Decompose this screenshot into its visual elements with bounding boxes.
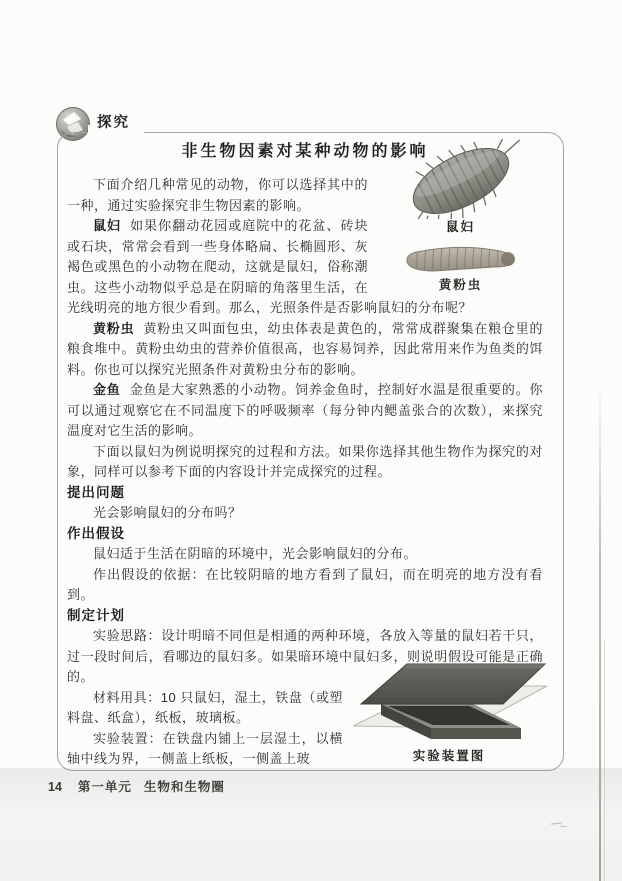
activity-panel xyxy=(57,132,564,771)
plan-materials-paragraph: 材料用具：10 只鼠妇，湿土，铁盘（或塑料盘、纸盒），纸板，玻璃板。 xyxy=(67,689,343,725)
mealworm-image xyxy=(402,241,520,277)
activity-title: 非生物因素对某种动物的影响 xyxy=(181,143,429,160)
plan-idea-paragraph: 实验思路：设计明暗不同但是相通的两种环境，各放入等量的鼠妇若干只，过一段时间后，看哪边的鼠妇多。如果暗环境中鼠妇多，则说明假设可能是正确的。 xyxy=(67,628,543,684)
step-heading-question: 提出问题 xyxy=(67,484,125,500)
page-footer xyxy=(48,777,225,795)
hypothesis-basis-paragraph: 作出假设的依据：在比较阴暗的地方看到了鼠妇，而在明亮的地方没有看到。 xyxy=(67,566,543,602)
animal-paragraph-pillbug: 鼠妇 如果你翻动花园或庭院中的花盆、砖块或石块，常常会看到一些身体略扁、长椭圆形、灰褐色或黑色的小动物在爬动，这就是鼠妇，俗称潮虫。这些小动物似乎总是在阴暗的角落里生活，在光线明亮的地方很少看到。那么，光照条件是否影响鼠妇的分布呢？ xyxy=(67,218,473,315)
transition-paragraph: 下面以鼠妇为例说明探究的过程和方法。如果你选择其他生物作为探究的对象，同样可以参考下面的内容设计并完成探究的过程。 xyxy=(67,443,543,479)
mealworm-caption: 黄粉虫 xyxy=(438,278,483,292)
apparatus-caption: 实验装置图 xyxy=(412,748,486,763)
plan-setup-paragraph: 实验装置：在铁盘内铺上一层湿土，以横轴中线为界，一侧盖上纸板，一侧盖上玻 xyxy=(67,730,343,766)
footer-book-title: 生物和生物圈 xyxy=(143,780,225,794)
explore-section-label: 探究 xyxy=(97,111,134,136)
intro-paragraph: 下面介绍几种常见的动物，你可以选择其中的一种，通过实验探究非生物因素的影响。 xyxy=(67,177,368,213)
animal-label: 黄粉虫 xyxy=(93,320,135,336)
question-paragraph: 光会影响鼠妇的分布吗？ xyxy=(93,505,242,520)
apparatus-image xyxy=(351,662,547,748)
animal-paragraph-goldfish: 金鱼 金鱼是大家熟悉的小动物。饲养金鱼时，控制好水温是很重要的。你可以通过观察它在不同温度下的呼吸频率（每分钟内鳃盖张合的次数），来探究温度对它生活的影响。 xyxy=(67,382,543,438)
animal-label: 金鱼 xyxy=(93,382,121,397)
step-heading-plan: 制定计划 xyxy=(67,607,125,623)
hypothesis-paragraph: 鼠妇适于生活在阴暗的环境中，光会影响鼠妇的分布。 xyxy=(93,546,418,561)
page-edge-line xyxy=(599,380,601,881)
page-number: 14 xyxy=(48,780,62,794)
apparatus-figure xyxy=(351,662,547,765)
footer-unit: 第一单元 xyxy=(77,780,132,794)
page-edge-line-secondary xyxy=(604,640,605,881)
animal-paragraph-mealworm: 黄粉虫 黄粉虫又叫面包虫，幼虫体表是黄色的，常常成群聚集在粮仓里的粮食堆中。黄粉虫幼虫的营养价值很高，也容易饲养，因此常用来作为鱼类的饵料。你也可以探究光照条件对黄粉虫分布的影响。 xyxy=(67,320,543,377)
animal-label: 鼠妇 xyxy=(93,218,122,233)
step-heading-hypothesis: 作出假设 xyxy=(67,525,125,541)
scan-artifact xyxy=(560,826,567,829)
pillbug-caption: 鼠妇 xyxy=(445,220,475,234)
